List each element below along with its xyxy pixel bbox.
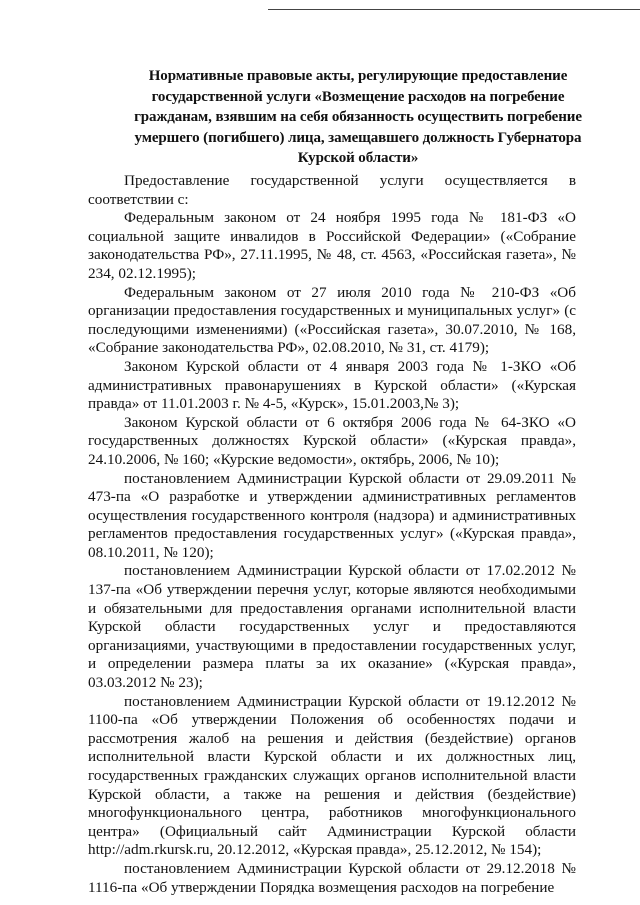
intro-paragraph: Предоставление государственной услуги осуществляется в соответствии с: <box>88 172 576 208</box>
act-resolution-1100: постановлением Администрации Курской области от 19.12.2012 № 1100-па «Об утверждении Положения об особенностях подачи и рассмотрения жалоб на решения и действия (бездействие) органов исполнительной власти Курской области и их должностных лиц, государственных гражданских служащих органов исполнительной власти Курской области, а также на решения и действия (бездействие) многофункционального центра, работников многофункционального центра» (Официальный сайт Администрации Курской области http://adm.rkursk.ru, 20.12.2012, «Курская правда», 25.12.2012, № 154); <box>88 692 576 859</box>
act-resolution-137: постановлением Администрации Курской области от 17.02.2012 № 137-па «Об утверждении перечня услуг, которые являются необходимыми и обязательными для предоставления органами исполнительной власти Курской области государственных услуг и предоставляются организациями, участвующими в предоставлении государственных услуг, и определении размера платы за их оказание» («Курская правда», 03.03.2012 № 23); <box>88 562 576 692</box>
act-resolution-473: постановлением Администрации Курской области от 29.09.2011 № 473-па «О разработке и утверждении административных регламентов осуществления государственного контроля (надзора) и административных регламентов предоставления государственных услуг» («Курская правда», 08.10.2011, № 120); <box>88 469 576 561</box>
document-title: Нормативные правовые акты, регулирующие предоставление государственной услуги «Возмещение расходов на погребение гражданам, взявшим на себя обязанность осуществить погребение умершего (погибшего) лица, замещавшего должность Губернатора Курской области» <box>134 68 582 166</box>
act-regional-law-64: Законом Курской области от 6 октября 2006 года № 64-ЗКО «О государственных должностях Курской области» («Курская правда», 24.10.2006, № 160; «Курские ведомости», октябрь, 2006, № 10); <box>88 413 576 468</box>
act-regional-law-1: Законом Курской области от 4 января 2003 года № 1-ЗКО «Об административных правонарушениях в Курской области» («Курская правда» от 11.01.2003 г. № 4-5, «Курск», 15.01.2003,№ 3); <box>88 357 576 413</box>
act-federal-law-210: Федеральным законом от 27 июля 2010 года № 210-ФЗ «Об организации предоставления государственных и муниципальных услуг» (с последующими изменениями) («Российская газета», 30.07.2010, № 168, «Собрание законодательства РФ», 02.08.2010, № 31, ст. 4179); <box>88 283 576 357</box>
act-resolution-1116: постановлением Администрации Курской области от 29.12.2018 № 1116-па «Об утверждении Порядка возмещения расходов на погребение <box>88 859 576 896</box>
document-body <box>88 172 576 897</box>
act-federal-law-181: Федеральным законом от 24 ноября 1995 года № 181-ФЗ «О социальной защите инвалидов в Российской Федерации» («Собрание законодательства РФ», 27.11.1995, № 48, ст. 4563, «Российская газета», № 234, 02.12.1995); <box>88 209 576 282</box>
top-divider-line <box>268 9 640 10</box>
